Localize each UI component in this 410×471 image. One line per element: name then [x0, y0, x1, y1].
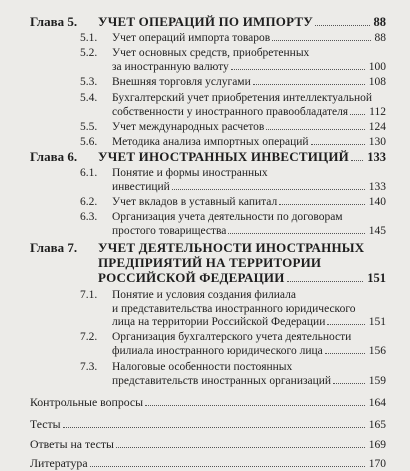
misc-title: Литература: [30, 456, 88, 470]
section-title-line: представительств иностранных организаций: [112, 374, 332, 387]
section-title: Учет вкладов в уставный капитал: [112, 196, 278, 208]
section-title-line: Учет основных средств, приобретенных: [112, 47, 310, 59]
section-page: 88: [374, 32, 386, 44]
section-page: 133: [368, 180, 386, 193]
toc-entry-answers: [30, 437, 386, 452]
leader-dots: [116, 447, 365, 448]
section-title-line: Налоговые особенности постоянных: [112, 361, 293, 373]
chapter-7-label: Глава 7.: [30, 240, 78, 255]
misc-page: 165: [368, 419, 386, 431]
section-title-line: Бухгалтерский учет приобретения интеллектуальной: [112, 92, 373, 104]
section-page: 156: [368, 344, 386, 357]
section-page: 159: [368, 374, 386, 387]
misc-page: 164: [368, 397, 386, 409]
chapter-7-title-row: [98, 270, 386, 286]
toc-entry-5-4: [112, 92, 386, 119]
section-title-line: и представительства иностранного юридического: [112, 302, 356, 315]
toc-entry-6-3: [112, 211, 386, 238]
leader-dots: [279, 204, 364, 205]
misc-title: Ответы на тесты: [30, 437, 114, 451]
leader-dots: [145, 405, 365, 406]
section-title: Методика анализа импортных операций: [112, 136, 309, 148]
toc-entry-5-3: [112, 76, 386, 90]
misc-title: Контрольные вопросы: [30, 395, 144, 409]
leader-dots: [287, 281, 364, 282]
misc-title: Тесты: [30, 417, 61, 431]
section-page: 100: [368, 60, 386, 73]
misc-page: 169: [368, 439, 386, 451]
toc-entry-5-1: [112, 32, 386, 46]
toc-entry-5-2: [112, 47, 386, 74]
leader-dots: [63, 427, 365, 428]
leader-dots: [327, 324, 364, 325]
leader-dots: [266, 129, 364, 130]
section-number: 6.1.: [80, 167, 98, 179]
section-page: 151: [368, 316, 386, 328]
chapter-7-page: 151: [367, 271, 386, 285]
section-title-line: Организация учета деятельности по договорам: [112, 211, 343, 223]
toc-entry-6-2: [112, 196, 386, 210]
chapter-7-title-line: РОССИЙСКОЙ ФЕДЕРАЦИИ: [98, 270, 285, 285]
leader-dots: [350, 114, 365, 115]
leader-dots: [315, 25, 369, 26]
section-page: 112: [369, 105, 386, 118]
leader-dots: [272, 40, 370, 41]
section-title-line: Организация бухгалтерского учета деятельности: [112, 331, 352, 343]
section-number: 5.2.: [80, 47, 98, 59]
section-title-line: филиала иностранного юридического лица: [112, 344, 323, 357]
section-number: 5.3.: [80, 76, 98, 88]
chapter-7-title-block: [98, 240, 386, 286]
toc-entry-7-2: [112, 331, 386, 358]
section-page: 108: [368, 76, 386, 88]
chapter-6-page: 133: [367, 150, 386, 164]
leader-dots: [172, 189, 365, 190]
section-title-line: лица на территории Российской Федерации: [112, 316, 326, 328]
section-page: 130: [368, 136, 386, 148]
leader-dots: [253, 84, 365, 85]
toc-entry-tests: [30, 417, 386, 432]
section-number: 6.3.: [80, 211, 98, 223]
section-number: 6.2.: [80, 196, 98, 208]
chapter-7-title-line: ПРЕДПРИЯТИЙ НА ТЕРРИТОРИИ: [98, 255, 322, 270]
section-page: 124: [368, 121, 386, 133]
toc-entry-6-1: [112, 167, 386, 194]
leader-dots: [333, 383, 365, 384]
chapter-5-page: 88: [373, 15, 386, 29]
chapter-6-label: Глава 6.: [30, 149, 78, 164]
toc-entry-5-6: [112, 136, 386, 150]
section-title-line: Понятие и формы иностранных: [112, 167, 268, 179]
section-number: 7.3.: [80, 361, 98, 373]
chapter-5-title: УЧЕТ ОПЕРАЦИЙ ПО ИМПОРТУ: [98, 14, 314, 29]
section-number: 7.2.: [80, 331, 98, 343]
leader-dots: [351, 160, 363, 161]
section-title: Внешняя торговля услугами: [112, 76, 251, 88]
section-title: Учет операций импорта товаров: [112, 32, 271, 44]
toc-entry-7-1: [112, 289, 386, 330]
chapter-6-title-row: [98, 149, 386, 165]
section-number: 5.1.: [80, 32, 98, 44]
section-number: 5.5.: [80, 121, 98, 133]
section-number: 7.1.: [80, 289, 98, 301]
leader-dots: [325, 353, 365, 354]
leader-dots: [228, 233, 364, 234]
chapter-5-title-row: [98, 14, 386, 30]
section-title-line: собственности у иностранного правообладателя: [112, 105, 349, 118]
section-title-line: Понятие и условия создания филиала: [112, 289, 296, 301]
section-title: Учет международных расчетов: [112, 121, 265, 133]
chapter-6-title: УЧЕТ ИНОСТРАННЫХ ИНВЕСТИЦИЙ: [98, 149, 349, 164]
section-title-line: за иностранную валюту: [112, 60, 229, 73]
toc-entry-questions: [30, 395, 386, 410]
section-title-line: инвестиций: [112, 180, 170, 193]
chapter-7-title-line: УЧЕТ ДЕЯТЕЛЬНОСТИ ИНОСТРАННЫХ: [98, 240, 365, 255]
leader-dots: [90, 466, 365, 467]
leader-dots: [311, 144, 365, 145]
section-title-line: простого товарищества: [112, 224, 227, 237]
section-page: 140: [368, 196, 386, 208]
toc-entry-5-5: [112, 121, 386, 135]
leader-dots: [231, 69, 365, 70]
chapter-5-label: Глава 5.: [30, 14, 78, 29]
section-number: 5.6.: [80, 136, 98, 148]
section-page: 145: [368, 224, 386, 237]
toc-entry-literature: [30, 456, 386, 471]
misc-page: 170: [368, 458, 386, 470]
section-number: 5.4.: [80, 92, 98, 104]
toc-entry-7-3: [112, 361, 386, 388]
